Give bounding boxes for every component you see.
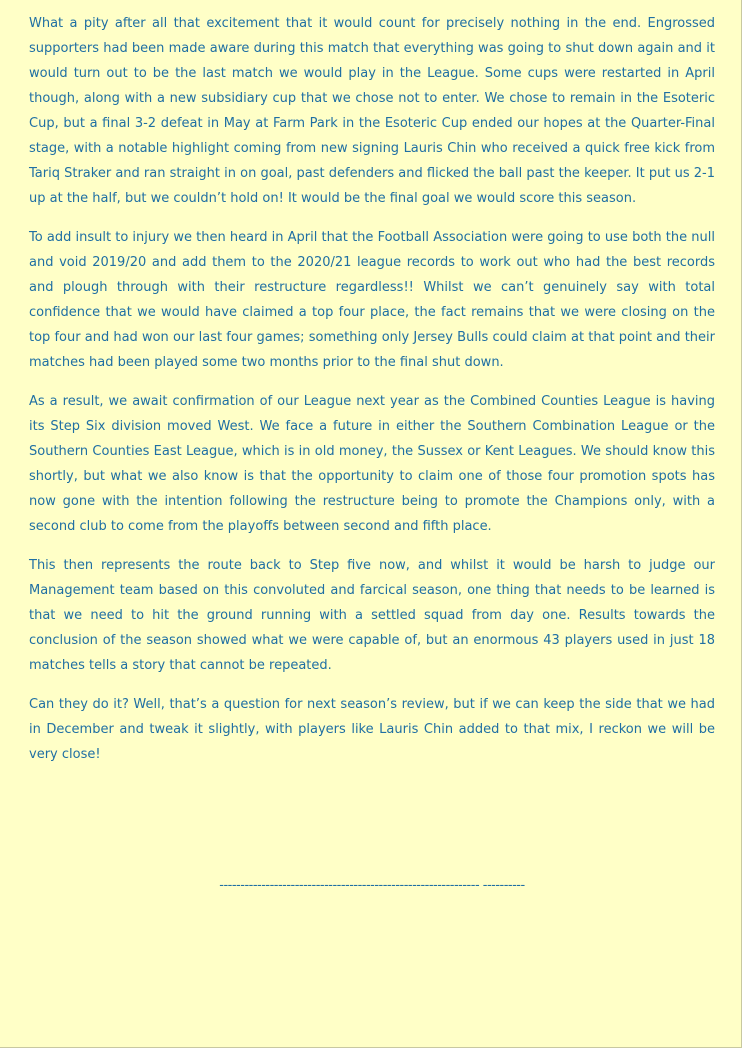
article-body bbox=[29, 11, 715, 781]
paragraph-3: As a result, we await confirmation of our League next year as the Combined Counties League is having its Step Six division moved West. We face a future in either the Southern Combination League or the Southern Counties East League, which is in old money, the Sussex or Kent Leagues. We should know this shortly, but what we also know is that the opportunity to claim one of those four promotion spots has now gone with the intention following the restructure being to promote the Champions only, with a second club to come from the playoffs between second and fifth place. bbox=[29, 394, 715, 534]
paragraph-4: This then represents the route back to Step five now, and whilst it would be harsh to judge our Management team based on this convoluted and farcical season, one thing that needs to be learned is that we need to hit the ground running with a settled squad from day one. Results towards the conclusion of the season showed what we were capable of, but an enormous 43 players used in just 18 matches tells a story that cannot be repeated. bbox=[29, 558, 715, 673]
paragraph-2: To add insult to injury we then heard in April that the Football Association were going to use both the null and void 2019/20 and add them to the 2020/21 league records to work out who had the best records and plough through with their restructure regardless!! Whilst we can’t genuinely say with total confidence that we would have claimed a top four place, the fact remains that we were closing on the top four and had won our last four games; something only Jersey Bulls could claim at that point and their matches had been played some two months prior to the final shut down. bbox=[29, 230, 715, 370]
paragraph-1: What a pity after all that excitement that it would count for precisely nothing in the end. Engrossed supporters had been made aware during this match that everything was going to shut down again and it would turn out to be the last match we would play in the League. Some cups were restarted in April though, along with a new subsidiary cup that we chose not to enter. We chose to remain in the Esoteric Cup, but a final 3-2 defeat in May at Farm Park in the Esoteric Cup ended our hopes at the Quarter-Final stage, with a notable highlight coming from new signing Lauris Chin who received a quick free kick from Tariq Straker and ran straight in on goal, past defenders and flicked the ball past the keeper. It put us 2-1 up at the half, but we couldn’t hold on! It would be the final goal we would score this season. bbox=[29, 16, 715, 206]
section-divider: -------------------------------------------------------------- ---------- bbox=[219, 878, 525, 893]
paragraph-5: Can they do it? Well, that’s a question for next season’s review, but if we can keep the side that we had in December and tweak it slightly, with players like Lauris Chin added to that mix, I reckon we will be very close! bbox=[29, 697, 715, 762]
